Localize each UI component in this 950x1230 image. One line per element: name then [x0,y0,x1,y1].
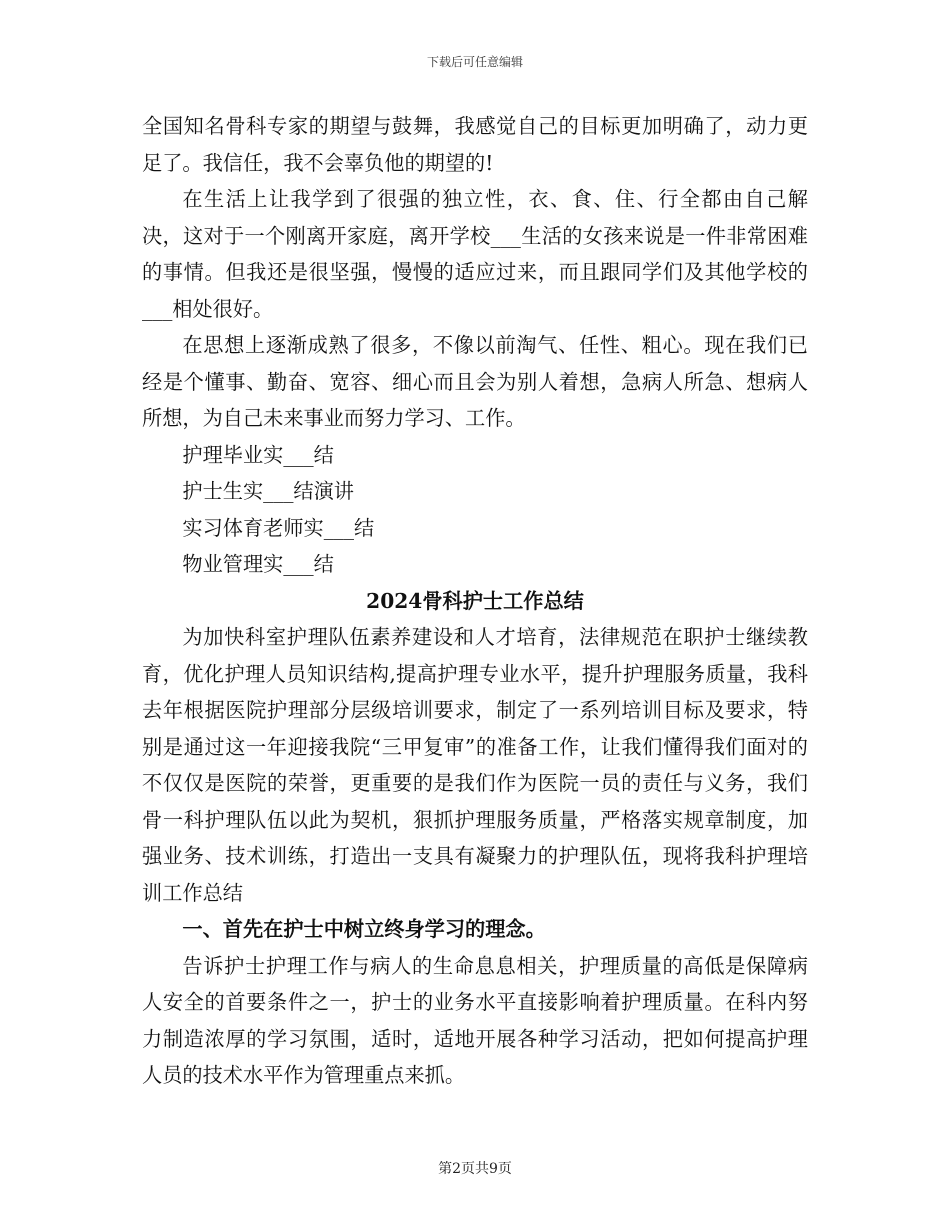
paragraph-intro: 为加快科室护理队伍素养建设和人才培育，法律规范在职护士继续教育，优化护理人员知识结构,提高护理专业水平，提升护理服务质量，我科去年根据医院护理部分层级培训要求，制定了一系列培训目标及要求，特别是通过这一年迎接我院“三甲复审”的准备工作，让我们懂得我们面对的不仅仅是医院的荣誉，更重要的是我们作为医院一员的责任与义务，我们骨一科护理队伍以此为契机，狠抓护理服务质量，严格落实规章制度，加强业务、技术训练，打造出一支具有凝聚力的护理队伍，现将我科护理培训工作总结 [142,625,808,905]
related-link[interactable]: 护理毕业实___结 [182,442,334,467]
paragraph-continued: 全国知名骨科专家的期望与鼓舞，我感觉自己的目标更加明确了，动力更足了。我信任，我不会辜负他的期望的! [142,114,808,175]
related-link[interactable]: 护士生实___结演讲 [182,479,354,503]
section-title: 2024骨科护士工作总结 [366,588,584,613]
page-footer: 第2页共9页 [438,1161,512,1177]
page-header: 下载后可任意编辑 [426,55,523,69]
subheading: 一、首先在护士中树立终身学习的理念。 [182,917,546,941]
paragraph-life: 在生活上让我学到了很强的独立性，衣、食、住、行全都由自己解决，这对于一个刚离开家庭，离开学校___生活的女孩来说是一件非常困难的事情。但我还是很坚强，慢慢的适应过来，而且跟同学们及其他学校的___相处很好。 [142,187,808,321]
page-content [142,108,808,1094]
paragraph-thought: 在思想上逐渐成熟了很多，不像以前淘气、任性、粗心。现在我们已经是个懂事、勤奋、宽容、细心而且会为别人着想，急病人所急、想病人所想，为自己未来事业而努力学习、工作。 [142,333,808,430]
paragraph-learning: 告诉护士护理工作与病人的生命息息相关，护理质量的高低是保障病人安全的首要条件之一，护士的业务水平直接影响着护理质量。在科内努力制造浓厚的学习氛围，适时，适地开展各种学习活动，把如何提高护理人员的技术水平作为管理重点来抓。 [142,953,808,1087]
related-link[interactable]: 物业管理实___结 [182,552,334,576]
related-link[interactable]: 实习体育老师实___结 [182,515,375,540]
